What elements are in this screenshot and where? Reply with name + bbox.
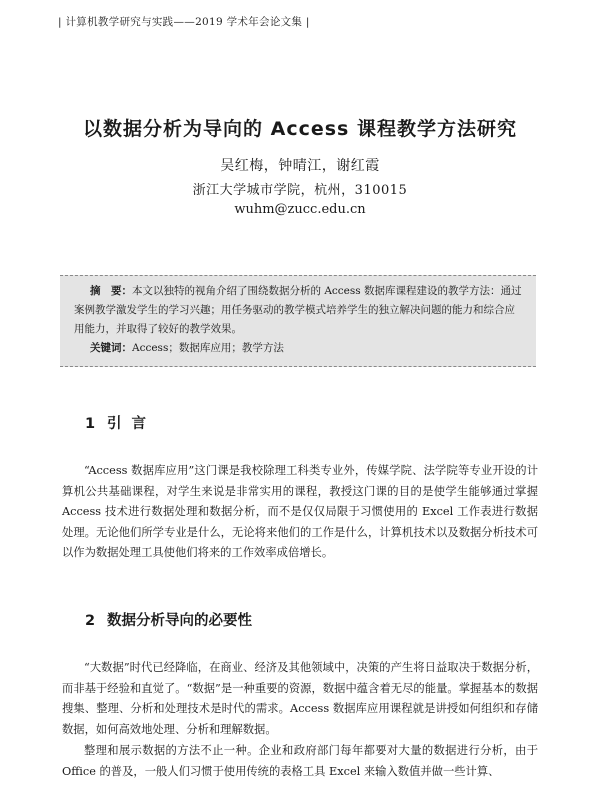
section-title: 引言 — [107, 416, 156, 432]
body-paragraph: “Access 数据库应用”这门课是我校除理工科类专业外，传媒学院、法学院等专业开设的计算机公共基础课程，对学生来说是非常实用的课程，教授这门课的目的是使学生能够通过掌握 Access 技术进行数据处理和数据分析，而不是仅仅局限于习惯使用的 Excel 工作表进行数据处理。无论他们所学专业是什么，无论将来他们的工作是什么，计算机技术以及数据分析技术可以作为数据处理工具使他们将来的工作效率成倍增长。 — [62, 464, 538, 559]
abstract-box — [60, 275, 536, 367]
affiliation: 浙江大学城市学院，杭州，310015 — [192, 183, 408, 198]
abstract-label: 摘 要： — [90, 285, 132, 297]
abstract-paragraph — [74, 282, 522, 339]
section-heading-introduction — [85, 412, 156, 433]
paper-title: 以数据分析为导向的 Access 课程教学方法研究 — [83, 118, 517, 140]
keywords-label: 关键词： — [90, 342, 132, 354]
authors: 吴红梅，钟晴江，谢红霞 — [220, 158, 380, 174]
section-number: 1 — [85, 416, 96, 432]
author-email: wuhm@zucc.edu.cn — [234, 202, 366, 217]
section-title: 数据分析导向的必要性 — [107, 613, 252, 629]
keywords-line — [74, 339, 522, 358]
body-paragraph: “大数据”时代已经降临，在商业、经济及其他领域中，决策的产生将日益取决于数据分析，而非基于经验和直觉了。“数据”是一种重要的资源，数据中蕴含着无尽的能量。掌握基本的数据搜集、整理、分析和处理技术是时代的需求。Access 数据库应用课程就是讲授如何组织和存储数据，如何高效地处理、分析和理解数据。 — [62, 661, 538, 736]
body-paragraph: 整理和展示数据的方法不止一种。企业和政府部门每年都要对大量的数据进行分析，由于 Office 的普及，一般人们习惯于使用传统的表格工具 Excel 来输入数值并做一些计算、 — [62, 744, 538, 778]
section-heading-necessity — [85, 609, 252, 630]
keywords-text: Access；数据库应用；教学方法 — [132, 342, 284, 354]
section-number: 2 — [85, 613, 96, 629]
abstract-text: 本文以独特的视角介绍了围绕数据分析的 Access 数据库课程建设的教学方法：通过案例教学激发学生的学习兴趣；用任务驱动的教学模式培养学生的独立解决问题的能力和综合应用能力，并取得了较好的教学效果。 — [74, 285, 522, 335]
running-head: | 计算机教学研究与实践——2019 学术年会论文集 | — [58, 16, 310, 28]
